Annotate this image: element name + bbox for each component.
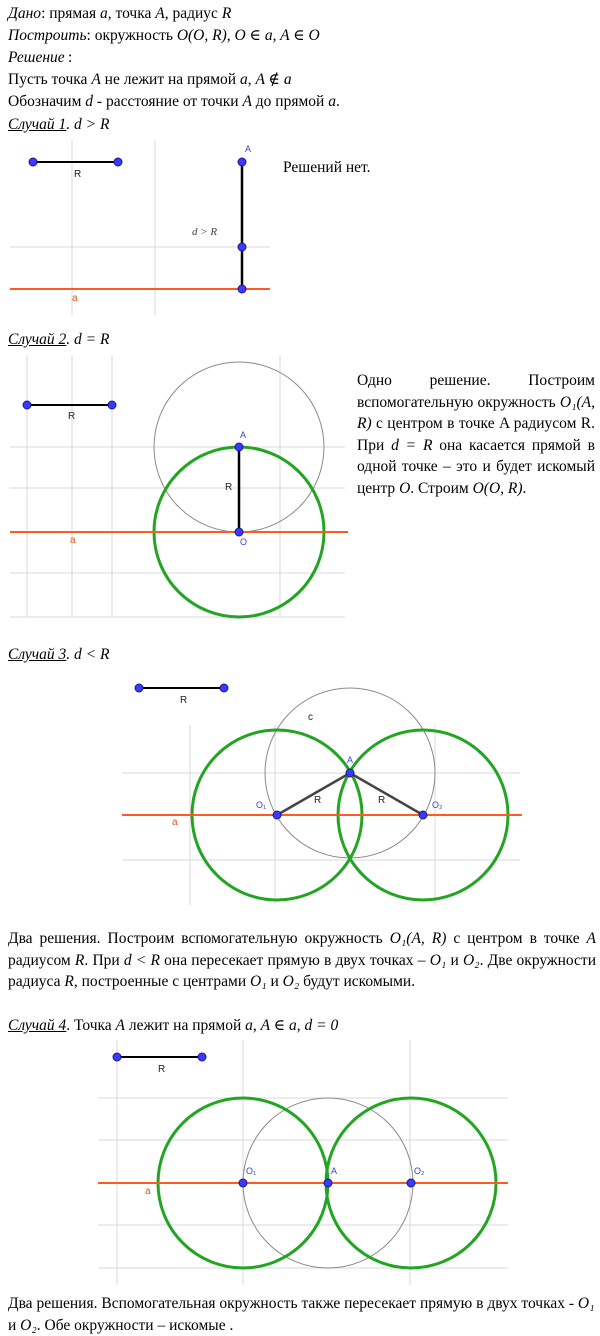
case2-text-4: . Строим bbox=[410, 479, 473, 497]
case3-A-label: A bbox=[347, 755, 354, 765]
case3-r-label: R bbox=[180, 695, 188, 706]
solution-label: Решение bbox=[8, 49, 65, 66]
denote-line bbox=[8, 92, 340, 112]
case1-radius-point-1 bbox=[29, 158, 37, 166]
case4-cond-2: лежит на прямой bbox=[125, 1017, 246, 1034]
given-point-var: A bbox=[155, 5, 165, 22]
case2-text-1: Одно решение. Построим вспомогательную окружность bbox=[357, 372, 595, 411]
case3-text-o1A: O₁(A, R) bbox=[389, 930, 447, 947]
case4-text-and: и bbox=[8, 1316, 21, 1334]
case4-title: Случай 4 bbox=[8, 1017, 67, 1034]
case4-cond-d0: d = 0 bbox=[304, 1017, 339, 1034]
case4-cond-A: A bbox=[115, 1017, 126, 1034]
case2-radius-point-1 bbox=[23, 401, 31, 409]
case3-radius-point-1 bbox=[135, 684, 143, 692]
case2-text-ooR: O(O, R) bbox=[472, 479, 523, 497]
case1-a-label: a bbox=[72, 293, 78, 304]
case3-text-4: . При bbox=[84, 951, 124, 969]
case3-text-A: A bbox=[586, 930, 596, 947]
let-text-1: Пусть точка bbox=[8, 71, 92, 88]
let-point: A bbox=[91, 71, 101, 88]
case2-title: Случай 2 bbox=[8, 331, 67, 348]
case2-text-cond: d = R bbox=[391, 436, 433, 454]
case1-note: Решений нет. bbox=[283, 159, 371, 176]
given-text-2: , точка bbox=[107, 5, 156, 22]
case3-text-5: она пересекает прямую в двух точках – bbox=[159, 951, 430, 969]
case4-A-label: A bbox=[331, 1166, 338, 1176]
case2-condition: . d = R bbox=[66, 331, 110, 348]
case4-O1-label: O₁ bbox=[246, 1166, 257, 1176]
case2-text-3: она касается прямой в одной точке – это и будет искомый центр bbox=[357, 436, 595, 497]
let-sep: , bbox=[247, 71, 256, 88]
case2-text-o1: O₁(A, R) bbox=[357, 393, 595, 432]
case4-point-A bbox=[324, 1179, 332, 1187]
case3-text-2: с центром в точке bbox=[446, 930, 587, 947]
case3-text-R: R bbox=[74, 951, 85, 969]
case3-text-R2: R bbox=[64, 973, 74, 990]
case3-point-O2 bbox=[419, 811, 427, 819]
case2-radius-point-2 bbox=[108, 401, 116, 409]
case4-r-label: R bbox=[158, 1064, 166, 1075]
case4-cond-sep2: , bbox=[296, 1017, 305, 1034]
case3-text-7: , построенные с центрами bbox=[73, 973, 251, 990]
given-line bbox=[8, 4, 231, 24]
case4-text-o2: O₂ bbox=[20, 1316, 37, 1334]
case2-a-label: a bbox=[70, 535, 76, 546]
case2-text-end: . bbox=[522, 479, 527, 497]
case2-O-label: O bbox=[240, 537, 248, 547]
case3-text-o2: O₂ bbox=[462, 951, 480, 969]
case1-point-A bbox=[238, 158, 246, 166]
case3-figure bbox=[0, 665, 600, 915]
case2-R-seg-label: R bbox=[225, 482, 233, 493]
case3-text-cond: d < R bbox=[123, 951, 160, 969]
case4-radius-point-2 bbox=[198, 1053, 206, 1061]
case3-text-o2b: O₂ bbox=[282, 973, 300, 990]
given-radius-var: R bbox=[221, 5, 232, 22]
case3-heading bbox=[8, 645, 109, 665]
case1-radius-point-2 bbox=[114, 158, 122, 166]
denote-text-2: - расстояние от точки bbox=[93, 93, 243, 110]
case2-text-2: с центром в точке A радиусом R. При bbox=[357, 415, 595, 454]
case4-heading bbox=[8, 1016, 338, 1036]
let-formula: A ∉ a bbox=[255, 71, 292, 88]
given-label: Дано bbox=[8, 5, 42, 22]
case4-a-label: a bbox=[145, 1186, 151, 1197]
case3-text-end: будут искомыми. bbox=[299, 973, 416, 990]
case1-mid-point bbox=[238, 243, 246, 251]
case3-text-and2: и bbox=[266, 973, 283, 990]
case3-text bbox=[8, 928, 596, 993]
given-text-3: , радиус bbox=[164, 5, 222, 22]
denote-a-point: A bbox=[242, 93, 252, 110]
construct-label: Построить bbox=[8, 27, 87, 44]
case3-text-1: Два решения. Построим вспомогательную окружность bbox=[8, 930, 390, 947]
case1-condition: . d > R bbox=[66, 116, 110, 133]
case4-text bbox=[8, 1293, 596, 1336]
case3-text-6: . Две окружности радиуса bbox=[8, 951, 596, 990]
case1-foot-point bbox=[238, 285, 246, 293]
case2-grid bbox=[10, 355, 345, 617]
case1-d-label: d > R bbox=[192, 226, 218, 238]
case2-text-o: O bbox=[399, 479, 411, 497]
case4-radius-point-1 bbox=[113, 1053, 121, 1061]
case1-title: Случай 1 bbox=[8, 116, 67, 133]
case3-a-label: a bbox=[172, 817, 178, 828]
case3-title: Случай 3 bbox=[8, 646, 67, 663]
case4-text-end: . Обе окружности – искомые . bbox=[36, 1316, 234, 1334]
construct-text: : окружность bbox=[86, 27, 177, 44]
denote-text-1: Обозначим bbox=[8, 93, 86, 110]
case4-point-O1 bbox=[239, 1179, 247, 1187]
denote-d: d bbox=[85, 93, 94, 110]
let-text-2: не лежит на прямой bbox=[100, 71, 240, 88]
let-line-var: a bbox=[239, 71, 248, 88]
construct-line bbox=[8, 26, 320, 46]
case3-point-O1 bbox=[273, 811, 281, 819]
case4-cond-1: . Точка bbox=[66, 1017, 116, 1034]
case2-r-label: R bbox=[68, 411, 76, 422]
case2-heading bbox=[8, 330, 109, 350]
case3-O2-label: O₂ bbox=[432, 800, 443, 810]
case3-condition: . d < R bbox=[66, 646, 110, 663]
case3-O1-label: O₁ bbox=[256, 800, 267, 810]
case4-cond-sep1: , bbox=[252, 1017, 261, 1034]
case2-text bbox=[357, 370, 595, 499]
case3-text-o1: O₁ bbox=[429, 951, 447, 969]
case3-text-o1b: O₁ bbox=[250, 973, 267, 990]
case3-text-and: и bbox=[446, 951, 463, 969]
case3-R1-label: R bbox=[314, 795, 322, 806]
case2-point-O bbox=[235, 528, 243, 536]
case1-r-label: R bbox=[74, 169, 82, 180]
denote-text-3: до прямой bbox=[251, 93, 329, 110]
case4-figure bbox=[0, 1040, 600, 1290]
denote-end: . bbox=[335, 93, 340, 110]
case3-R2-label: R bbox=[378, 795, 386, 806]
case4-text-1: Два решения. Вспомогательная окружность также пересекает прямую в двух точках - bbox=[8, 1295, 578, 1312]
case4-text-o1: O₁ bbox=[577, 1295, 595, 1312]
construct-formula: O(O, R), O ∈ a, A ∈ O bbox=[176, 27, 320, 44]
case2-A-label: A bbox=[240, 430, 247, 440]
let-line bbox=[8, 70, 292, 90]
case2-point-A bbox=[235, 443, 243, 451]
case4-cond-in: A ∈ a bbox=[260, 1017, 297, 1034]
case3-c-label: c bbox=[308, 712, 313, 723]
given-line-var: a bbox=[100, 5, 108, 22]
case3-radius-point-2 bbox=[220, 684, 228, 692]
case3-point-A bbox=[346, 769, 354, 777]
case4-cond-a: a bbox=[245, 1017, 253, 1034]
case1-A-label: A bbox=[245, 144, 252, 154]
denote-a-line: a bbox=[328, 93, 336, 110]
case3-text-3: радиусом bbox=[8, 951, 75, 969]
case1-heading bbox=[8, 115, 109, 135]
given-text-1: : прямая bbox=[41, 5, 101, 22]
case4-O2-label: O₂ bbox=[414, 1166, 425, 1176]
case4-point-O2 bbox=[407, 1179, 415, 1187]
